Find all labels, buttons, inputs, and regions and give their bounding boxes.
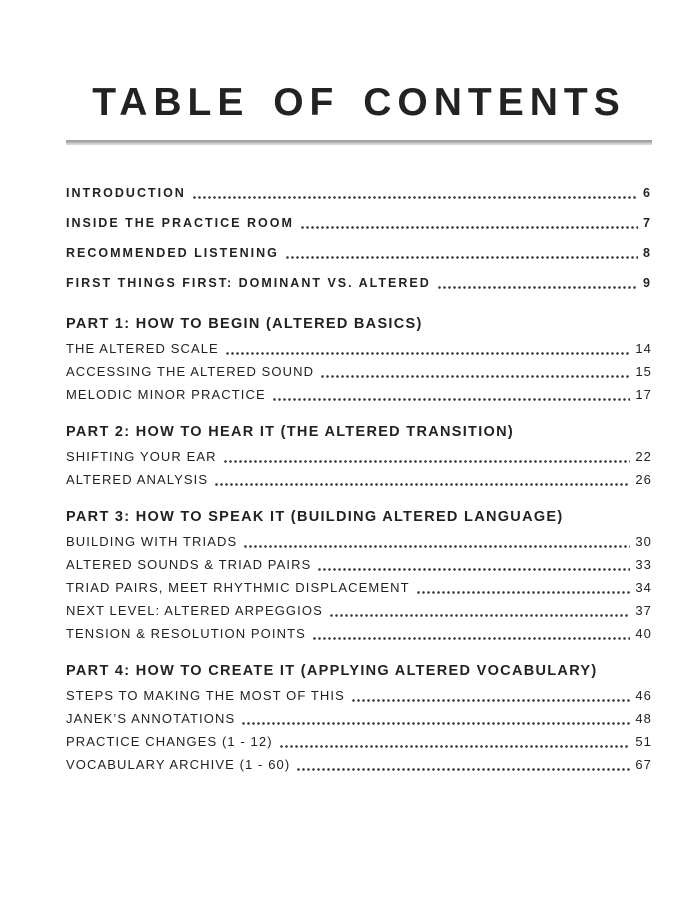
toc-section xyxy=(66,419,652,491)
toc-entry-label: INSIDE THE PRACTICE ROOM xyxy=(66,216,294,230)
toc-entry[interactable] xyxy=(66,684,652,707)
toc-entry-page-number: 46 xyxy=(635,688,652,703)
toc-entry-page-number: 67 xyxy=(635,757,652,772)
toc-entry-label: FIRST THINGS FIRST: DOMINANT VS. ALTERED xyxy=(66,276,431,290)
dot-leader xyxy=(244,545,630,548)
toc-entry-page-number: 40 xyxy=(635,626,652,641)
dot-leader xyxy=(301,226,638,229)
toc-section-heading: PART 3: HOW TO SPEAK IT (BUILDING ALTERED LANGUAGE) xyxy=(66,509,564,525)
toc-entry[interactable] xyxy=(66,268,652,298)
toc-entry[interactable] xyxy=(66,468,652,491)
toc-entry-label: SHIFTING YOUR EAR xyxy=(66,449,217,464)
toc-entry-page-number: 33 xyxy=(635,557,652,572)
toc-entry[interactable] xyxy=(66,622,652,645)
dot-leader xyxy=(193,196,638,199)
dot-leader xyxy=(242,722,630,725)
toc-entry-page-number: 26 xyxy=(635,472,652,487)
toc-entry-label: ALTERED ANALYSIS xyxy=(66,472,209,487)
toc-entry-page-number: 14 xyxy=(635,341,652,356)
toc-entry-label: TRIAD PAIRS, MEET RHYTHMIC DISPLACEMENT xyxy=(66,580,410,595)
toc-section xyxy=(66,658,652,776)
toc-entry-page-number: 9 xyxy=(643,276,652,290)
toc-entry-label: ALTERED SOUNDS & TRIAD PAIRS xyxy=(66,557,312,572)
page-content xyxy=(66,0,652,776)
toc-entry[interactable] xyxy=(66,178,652,208)
toc-entry-label: THE ALTERED SCALE xyxy=(66,341,219,356)
toc-entry-label: STEPS TO MAKING THE MOST OF THIS xyxy=(66,688,345,703)
dot-leader xyxy=(352,699,630,702)
toc-entry[interactable] xyxy=(66,530,652,553)
toc-entry[interactable] xyxy=(66,238,652,268)
dot-leader xyxy=(417,591,631,594)
toc-entry-label: NEXT LEVEL: ALTERED ARPEGGIOS xyxy=(66,603,323,618)
toc-entry-page-number: 48 xyxy=(635,711,652,726)
toc-entry-page-number: 7 xyxy=(643,216,652,230)
dot-leader xyxy=(438,286,638,289)
toc-entry[interactable] xyxy=(66,383,652,406)
toc-section xyxy=(66,504,652,645)
toc-entry-label: PRACTICE CHANGES (1 - 12) xyxy=(66,734,273,749)
toc-entry-label: BUILDING WITH TRIADS xyxy=(66,534,238,549)
dot-leader xyxy=(280,745,631,748)
dot-leader xyxy=(226,352,630,355)
dot-leader xyxy=(297,768,630,771)
dot-leader xyxy=(318,568,630,571)
toc-entry[interactable] xyxy=(66,553,652,576)
toc-section-heading: PART 4: HOW TO CREATE IT (APPLYING ALTERED VOCABULARY) xyxy=(66,663,598,679)
toc-entry-page-number: 37 xyxy=(635,603,652,618)
toc-entry-label: JANEK’S ANNOTATIONS xyxy=(66,711,236,726)
toc-entry[interactable] xyxy=(66,337,652,360)
toc-entry[interactable] xyxy=(66,360,652,383)
toc-entry-label: RECOMMENDED LISTENING xyxy=(66,246,279,260)
toc-entry-label: VOCABULARY ARCHIVE (1 - 60) xyxy=(66,757,291,772)
toc-entry[interactable] xyxy=(66,707,652,730)
toc-entry-page-number: 15 xyxy=(635,364,652,379)
toc-entry-label: TENSION & RESOLUTION POINTS xyxy=(66,626,306,641)
toc-entry[interactable] xyxy=(66,753,652,776)
toc-section-heading: PART 1: HOW TO BEGIN (ALTERED BASICS) xyxy=(66,316,423,332)
toc-section-heading: PART 2: HOW TO HEAR IT (THE ALTERED TRANSITION) xyxy=(66,424,515,440)
toc-entry[interactable] xyxy=(66,445,652,468)
dot-leader xyxy=(215,483,630,486)
dot-leader xyxy=(273,398,631,401)
toc-entry-page-number: 6 xyxy=(643,186,652,200)
toc-entry-page-number: 22 xyxy=(635,449,652,464)
toc-entry-page-number: 8 xyxy=(643,246,652,260)
toc-entry-label: ACCESSING THE ALTERED SOUND xyxy=(66,364,315,379)
toc-entry-page-number: 30 xyxy=(635,534,652,549)
dot-leader xyxy=(330,614,630,617)
toc-entry[interactable] xyxy=(66,576,652,599)
toc-entry[interactable] xyxy=(66,730,652,753)
dot-leader xyxy=(224,460,631,463)
page-title: TABLE OF CONTENTS xyxy=(92,81,626,124)
dot-leader xyxy=(286,256,638,259)
toc-entry-label: MELODIC MINOR PRACTICE xyxy=(66,387,266,402)
toc-section xyxy=(66,311,652,406)
toc-list xyxy=(66,178,652,776)
toc-entry-page-number: 34 xyxy=(635,580,652,595)
title-divider-rule xyxy=(66,140,652,145)
toc-entry[interactable] xyxy=(66,599,652,622)
dot-leader xyxy=(313,637,630,640)
toc-entry-page-number: 51 xyxy=(635,734,652,749)
toc-entry-page-number: 17 xyxy=(635,387,652,402)
toc-entry[interactable] xyxy=(66,208,652,238)
toc-entry-label: INTRODUCTION xyxy=(66,186,186,200)
dot-leader xyxy=(321,375,630,378)
